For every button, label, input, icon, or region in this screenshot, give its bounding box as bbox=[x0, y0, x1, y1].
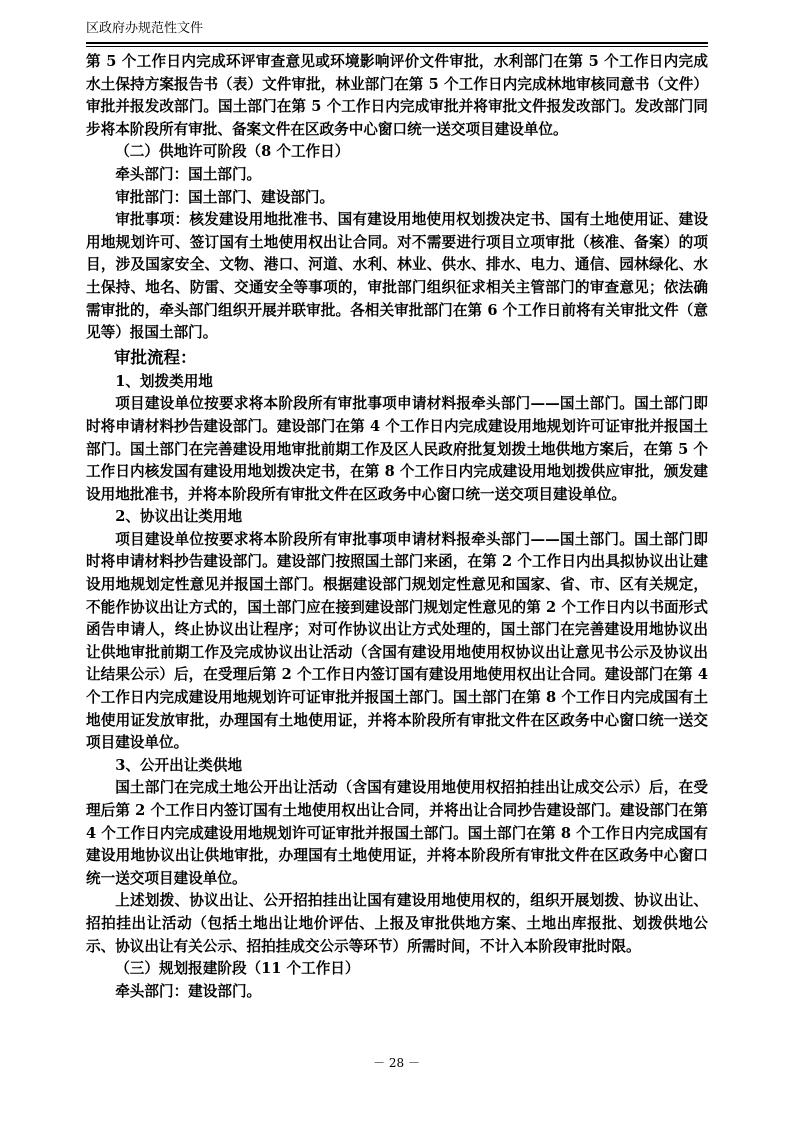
page-number: － 28 － bbox=[373, 1056, 420, 1070]
section-heading-planning: （三）规划报建阶段（11 个工作日） bbox=[115, 960, 360, 978]
heading-approval-process: 审批流程： bbox=[114, 347, 197, 367]
document-body bbox=[86, 51, 708, 1003]
paragraph-agreement-transfer: 项目建设单位按要求将本阶段所有审批事项申请材料报牵头部门——国土部门。国土部门即时将申请材料抄告建设部门。建设部门按照国土部门来函，在第 2 个工作日内出具拟协议出让建设用地规划定性意见并报国土部门。根据建设部门规划定性意见和国家、省、市、区有关规定，不能作协议出让方式的，国土部门应在接到建设部门规划定性意见的第 2 个工作日内以书面形式函告申请人，终止协议出让程序；对可作协议出让方式处理的，国土部门在完善建设用地协议出让供地审批前期工作及完成协议出让活动（含国有建设用地使用权协议出让意见书公示及协议出让结果公示）后，在受理后第 2 个工作日内签订国有建设用地使用权出让合同。建设部门在第 4 个工作日内完成建设用地规划许可证审批并报国土部门。国土部门在第 8 个工作日内完成国有土地使用证发放审批，办理国有土地使用证，并将本阶段所有审批文件在区政务中心窗口统一送交项目建设单位。 bbox=[86, 530, 708, 752]
header-rule-thick bbox=[86, 42, 708, 44]
section-heading-land-supply: （二）供地许可阶段（8 个工作日） bbox=[115, 143, 350, 161]
paragraph-lead-department: 牵头部门：国土部门。 bbox=[115, 165, 262, 183]
paragraph-time-exclusion: 上述划拨、协议出让、公开招拍挂出让国有建设用地使用权的，组织开展划拨、协议出让、招拍挂出让活动（包括土地出让地价评估、上报及审批供地方案、土地出库报批、划拨供地公示、协议出让有关公示、招拍挂成交公示等环节）所需时间，不计入本阶段审批时限。 bbox=[86, 892, 708, 955]
paragraph-public-transfer: 国土部门在完成土地公开出让活动（含国有建设用地使用权招拍挂出让成交公示）后，在受理后第 2 个工作日内签订国有土地使用权出让合同，并将出让合同抄告建设部门。建设部门在第 4 个工作日内完成建设用地规划许可证审批并报国土部门。国土部门在第 8 个工作日内完成国有建设用地协议出让供地审批，办理国有土地使用证，并将本阶段所有审批文件在区政务中心窗口统一送交项目建设单位。 bbox=[86, 779, 708, 887]
subheading-public-transfer: 3、公开出让类供地 bbox=[115, 756, 243, 774]
paragraph-planning-lead: 牵头部门：建设部门。 bbox=[115, 982, 262, 1000]
header-rule-thin bbox=[86, 46, 708, 47]
subheading-allocated-land: 1、划拨类用地 bbox=[115, 372, 213, 390]
paragraph-allocated-land: 项目建设单位按要求将本阶段所有审批事项申请材料报牵头部门——国土部门。国土部门即时将申请材料抄告建设部门。建设部门在第 4 个工作日内完成建设用地规划许可证审批并报国土部门。国土部门在完善建设用地审批前期工作及区人民政府批复划拨土地供地方案后，在第 5 个工作日内核发国有建设用地划拨决定书，在第 8 个工作日内完成建设用地划拨供应审批，颁发建设用地批准书，并将本阶段所有审批文件在区政务中心窗口统一送交项目建设单位。 bbox=[86, 395, 708, 503]
paragraph-approval-items: 审批事项：核发建设用地批准书、国有建设用地使用权划拨决定书、国有土地使用证、建设用地规划许可、签订国有土地使用权出让合同。对不需要进行项目立项审批（核准、备案）的项目，涉及国家安全、文物、港口、河道、水利、林业、供水、排水、电力、通信、园林绿化、水土保持、地名、防雷、交通安全等事项的，审批部门组织征求相关主管部门的审查意见；依法确需审批的，牵头部门组织开展并联审批。各相关审批部门在第 6 个工作日前将有关审批文件（意见等）报国土部门。 bbox=[86, 211, 708, 342]
document-header: 区政府办规范性文件 bbox=[86, 21, 204, 36]
paragraph-continuation: 第 5 个工作日内完成环评审查意见或环境影响评价文件审批，水利部门在第 5 个工作日内完成水土保持方案报告书（表）文件审批，林业部门在第 5 个工作日内完成林地审核同意书（文件）审批并报发改部门。国土部门在第 5 个工作日内完成审批并将审批文件报发改部门。发改部门同步将本阶段所有审批、备案文件在区政务中心窗口统一送交项目建设单位。 bbox=[86, 53, 708, 138]
paragraph-approval-departments: 审批部门：国土部门、建设部门。 bbox=[115, 188, 335, 206]
subheading-agreement-transfer: 2、协议出让类用地 bbox=[115, 508, 243, 526]
